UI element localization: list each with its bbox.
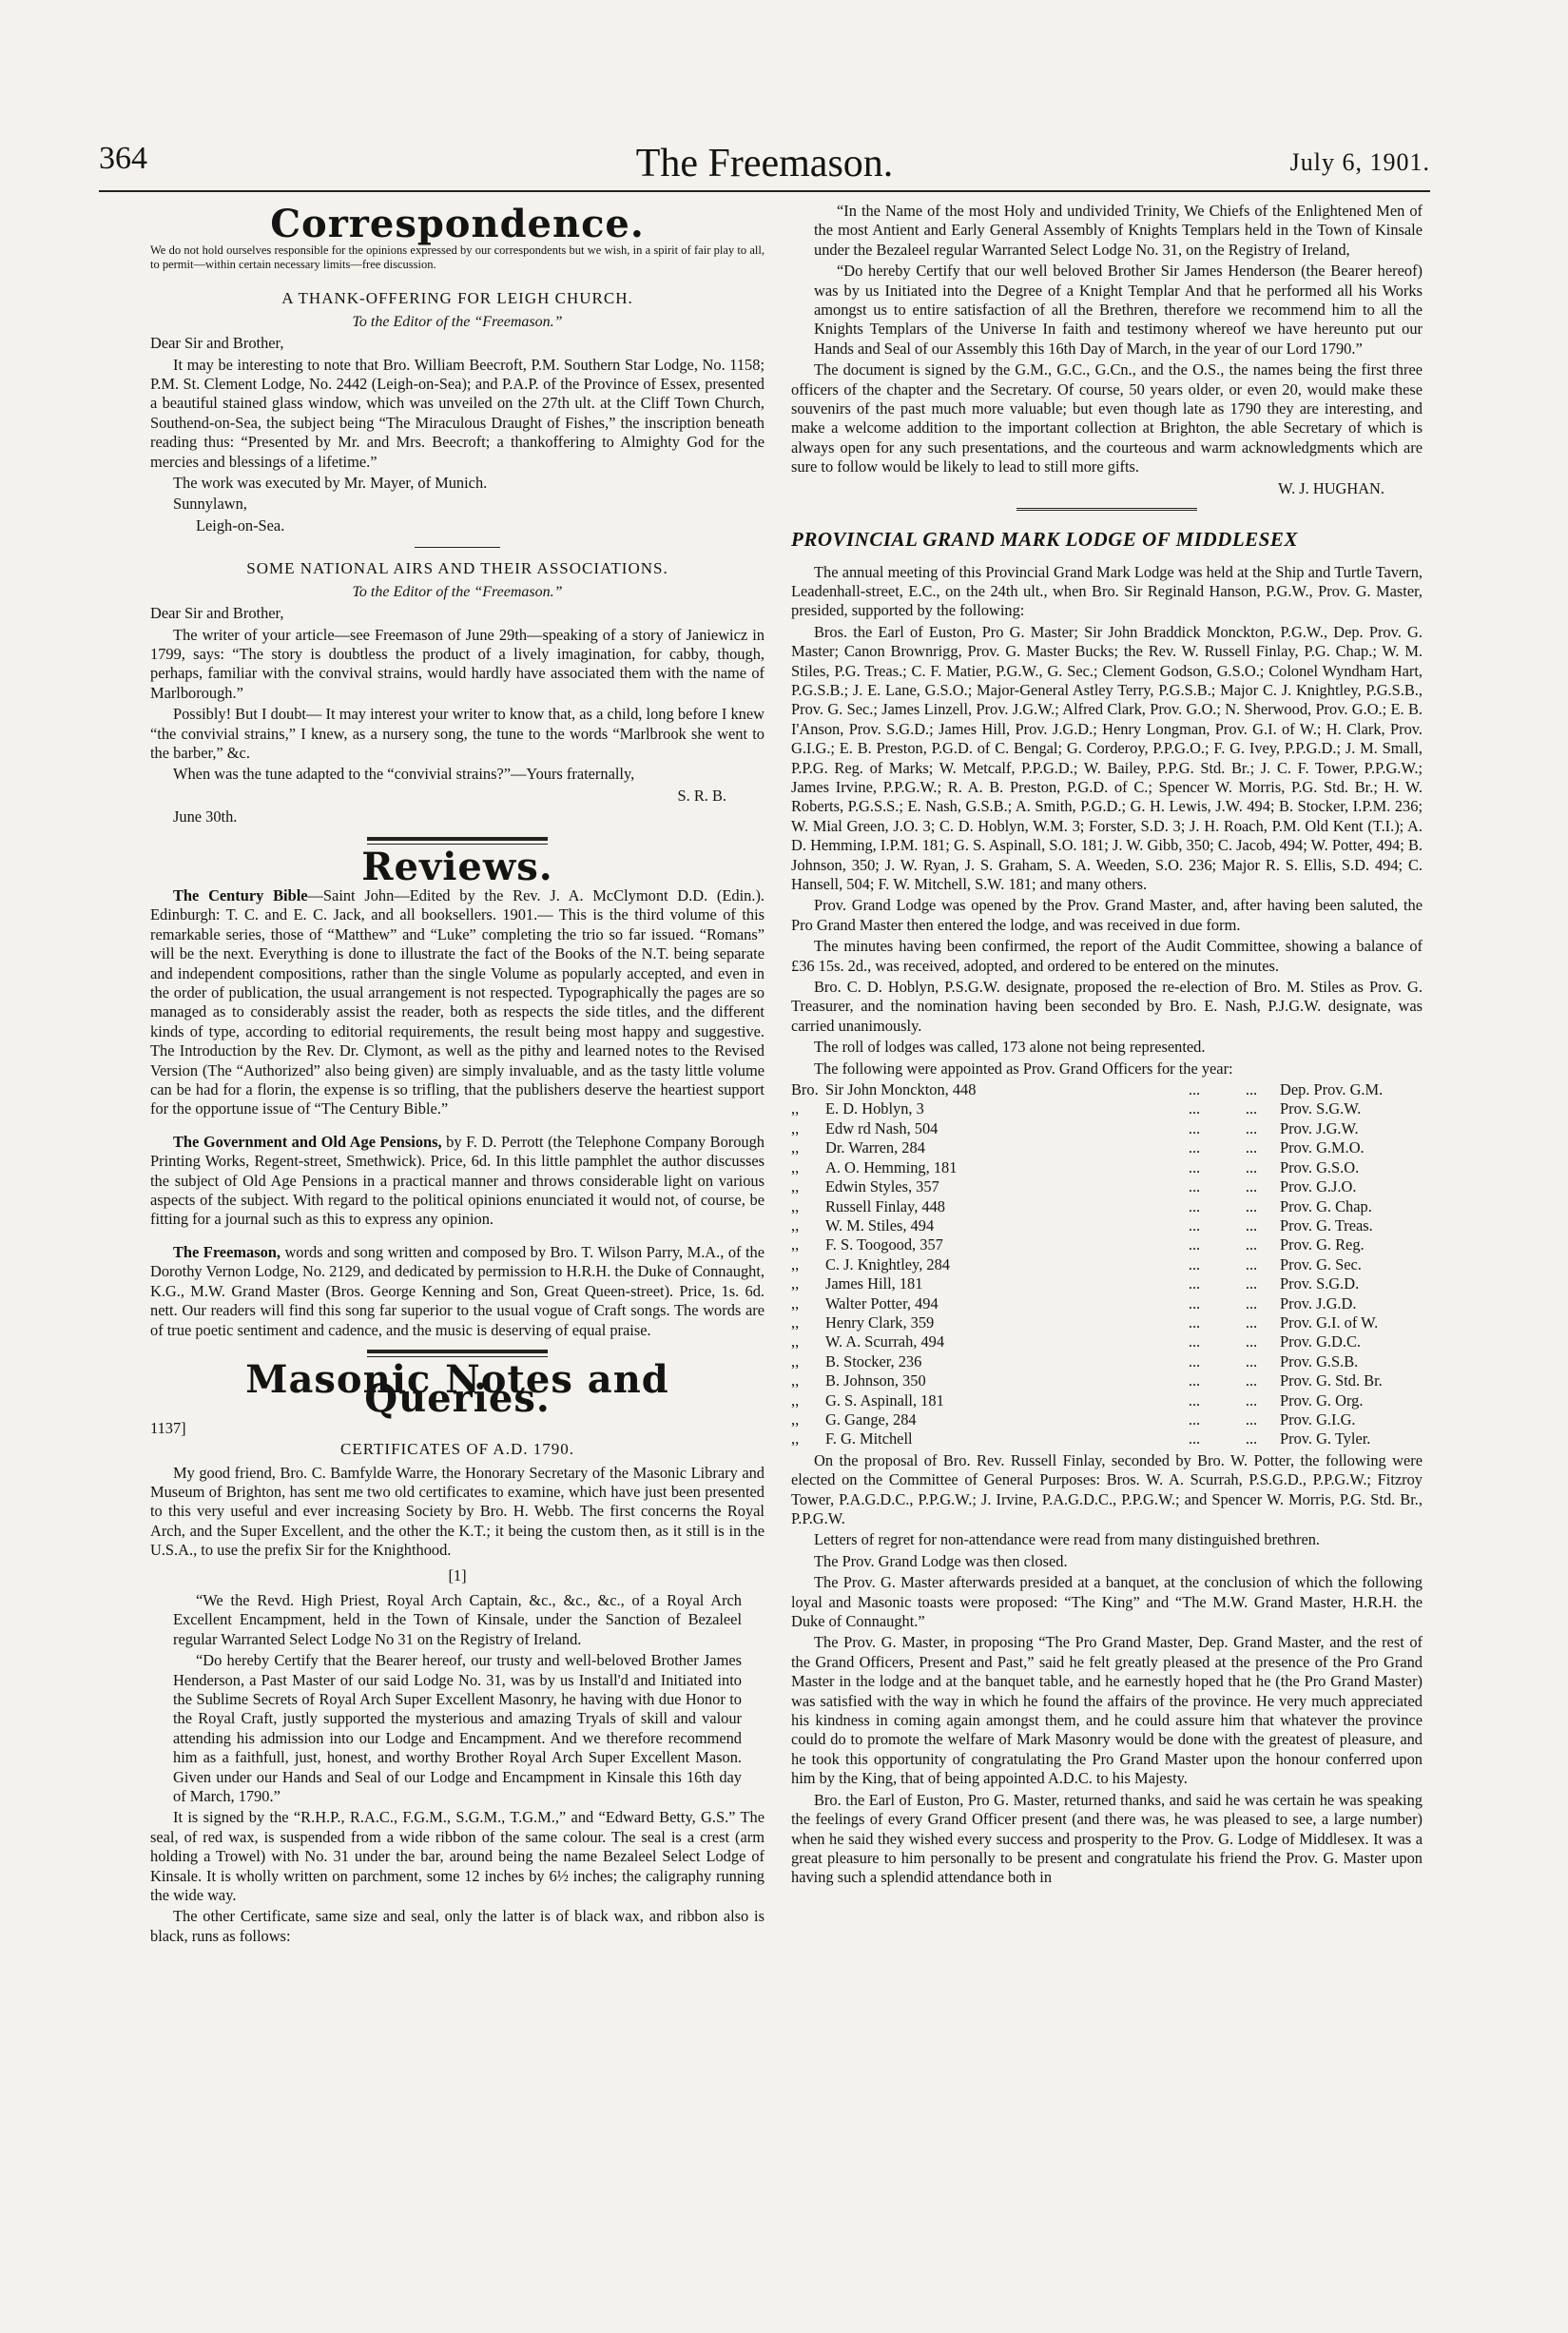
officer-row: [791, 1371, 1423, 1390]
letter1-salutation: Dear Sir and Brother,: [150, 334, 284, 353]
certificate-quote: “Do hereby Certify that the Bearer hereof, our trusty and well-beloved Brother James Henderson, a Past Master of our said Lodge No. 31, was by us Install'd and Initiated into the Sublime Secrets of Royal Arch Super Excellent Masonry, he having with due Honor to the Royal Craft, justly supported the mysterious and amazing Tryals of skill and valour attending his admission into our Lodge and Encampment. And we therefore recommend him as a faithfull, just, honest, and worthy Brother Royal Arch Super Excellent Mason. Given under our Hands and Seal of our Lodge and Encampment in Kinsale this 16th day of March, 1790.”: [173, 1651, 742, 1806]
officer-d1: ...: [1188, 1371, 1201, 1390]
officer-office: Prov. J.G.W.: [1280, 1118, 1359, 1137]
officer-office: Prov. G. Tyler.: [1280, 1429, 1371, 1448]
left-column: [150, 202, 765, 1948]
officer-row: [791, 1391, 1423, 1410]
certificate-quote: “Do hereby Certify that our well beloved Brother Sir James Henderson (the Bearer hereof) was by us Initiated into the Degree of a Knight Templar And that he performed all his Works amongst us to entire satisfaction of all the Brethren, therefore we recommend him to all the Knights Templars of the Universe In faith and testimony whereof we have hereunto put our Hands and Seal of our Assembly this 16th Day of March, in the year of our Lord 1790.”: [814, 262, 1423, 358]
pgml-paragraph: Letters of regret for non-attendance were read from many distinguished brethren.: [814, 1530, 1321, 1549]
officer-d2: ...: [1245, 1215, 1258, 1235]
officer-office: Prov. G. Org.: [1280, 1390, 1364, 1410]
officer-pre: ,,: [791, 1196, 800, 1215]
officer-row: [791, 1255, 1423, 1274]
review-text: —Saint John—Edited by the Rev. J. A. McClymont D.D. (Edin.). Edinburgh: T. C. and E. C. Jack, and all booksellers. 1901.— This is the third volume of this remarkable series, those of “Matthew” and “Luke” completing the trio so far issued. “Romans” will be the next. Everything is done to illustrate the fact of the Books of the N.T. being separate and independent compositions, rather than the single Volume as popularly accepted, and even in the order of publication, the usual arrangement is not respected. Typographically the pages are so managed as to considerably assist the reader, both as respects the side titles, and the different kinds of type, according to editorial requirements, the result being most happy and suggestive. The Introduction by the Rev. Dr. Clymont, as well as the pithy and learned notes to the Revised Version (The “Authorized” also being given) are simply invaluable, and as the tasty little volume can be had for a florin, the expense is so trifling, that the publishers deserve the heartiest support for the opportune issue of “The Century Bible.”: [150, 885, 765, 1118]
letter1-to-editor: To the Editor of the “Freemason.”: [352, 313, 563, 330]
officer-pre: ,,: [791, 1351, 800, 1371]
officer-name: B. Johnson, 350: [825, 1371, 926, 1390]
review-text: by F. D. Perrott (the Telephone Company Borough Printing Works, Regent-street, Smethwick). Price, 6d. In this little pamphlet the author discusses the subject of Old Age Pensions in a practical manner and throws considerable light on various aspects of the subject. With regard to the political opinions enunciated it would not, of course, be fitting for a journal such as this to express any opinion.: [150, 1132, 765, 1229]
officer-office: Prov. S.G.D.: [1280, 1274, 1360, 1293]
officer-pre: ,,: [791, 1429, 800, 1448]
review-title: The Freemason,: [173, 1242, 281, 1261]
officer-name: E. D. Hoblyn, 3: [825, 1099, 924, 1118]
officer-d1: ...: [1188, 1312, 1201, 1332]
officer-d1: ...: [1188, 1138, 1201, 1157]
notes-title: CERTIFICATES OF A.D. 1790.: [339, 1440, 574, 1459]
officer-office: Prov. G. Treas.: [1280, 1215, 1373, 1235]
officer-d1: ...: [1188, 1293, 1201, 1312]
officer-d2: ...: [1245, 1080, 1258, 1099]
officer-pre: ,,: [791, 1235, 800, 1254]
officer-d2: ...: [1245, 1196, 1258, 1215]
officer-d2: ...: [1245, 1312, 1258, 1332]
certificate-mark: [1]: [448, 1565, 467, 1584]
page-header: [99, 141, 1430, 186]
officer-office: Prov. G.I.G.: [1280, 1410, 1356, 1429]
officer-row: [791, 1158, 1423, 1177]
officer-pre: ,,: [791, 1254, 800, 1273]
officer-d2: ...: [1245, 1429, 1258, 1448]
pgml-paragraph: The Prov. Grand Lodge was then closed.: [814, 1551, 1068, 1570]
officer-office: Prov. G.J.O.: [1280, 1177, 1357, 1196]
officer-name: G. S. Aspinall, 181: [825, 1390, 944, 1410]
pgml-paragraph: The roll of lodges was called, 173 alone not being represented.: [814, 1038, 1206, 1057]
officer-office: Prov. G.I. of W.: [1280, 1312, 1379, 1332]
section-divider: [367, 1350, 548, 1357]
officer-row: [791, 1138, 1423, 1157]
officer-pre: ,,: [791, 1177, 800, 1196]
correspondence-disclaimer: We do not hold ourselves responsible for the opinions expressed by our correspondents but we wish, in a spirit of fair play to all, to permit—within certain necessary limits—free discussion.: [150, 243, 765, 272]
pgml-attendees: Bros. the Earl of Euston, Pro G. Master; Sir John Braddick Monckton, P.G.W., Dep. Prov. G. Master; Canon Brownrigg, Prov. G. Master Bucks; the Rev. W. Russell Finlay, P.G. Chap.; W. M. Stiles, P.G. Treas.; C. F. Matier, P.G.W., G. Sec.; Clement Godson, G.S.O.; Colonel Wyndham Hart, P.G.S.B.; J. E. Lane, G.S.O.; Major-General Astley Terry, P.G.S.B.; Major C. J. Knightley, P.G.S.B., Prov. G. Sec.; James Linzell, Prov. J.G.W.; Alfred Clark, Prov. G.O.; N. Sherwood, Prov. G.O.; E. B. I'Anson, Prov. S.G.D.; James Hill, Prov. J.G.D.; Henry Longman, Prov. G.I. of W.; H. Clark, Prov. G.I.G.; E. B. Preston, P.G.D. of C. Bengal; G. Corderoy, P.P.G.O.; F. G. Ivey, P.P.G.D.; J. M. Small, P.P.G. Reg. of Marks; W. Metcalf, P.P.G.D.; W. Bailey, P.P.G. Std. Br.; J. C. F. Tower, P.P.G.W.; James Irvine, P.P.G.W.; R. A. B. Preston, P.G.D. of C.; Spencer W. Morris, P.G. Std. Br.; H. W. Roberts, P.G.S.S.; E. Nash, G.S.B.; A. Smith, P.G.D.; G. H. Lewis, J.W. 494; B. Stocker, I.P.M. 236; W. Mial Green, J.O. 3; C. D. Hoblyn, W.M. 3; Forster, S.D. 3; J. H. Roach, P.M. Old Kent (T.I.); A. D. Hemming, I.P.M. 181; G. S. Aspinall, S.O. 181; J. W. Gibb, 350; C. Jacob, 494; W. Potter, 494; B. Johnson, 350; J. W. Ryan, J. S. Graham, S. A. Weeden, S.O. 236; Major R. S. Ellis, S.D. 494; C. Hansell, 504; F. W. Mitchell, S.W. 181; and many others.: [791, 622, 1423, 893]
officer-name: B. Stocker, 236: [825, 1351, 922, 1371]
officer-row: [791, 1197, 1423, 1216]
letter2-signature: S. R. B.: [677, 786, 726, 805]
officer-d2: ...: [1245, 1118, 1258, 1137]
pgml-paragraph: The following were appointed as Prov. Grand Officers for the year:: [814, 1059, 1233, 1078]
correspondence-heading: Correspondence.: [270, 202, 645, 246]
publication-title: The Freemason.: [635, 142, 894, 185]
section-divider: [1016, 508, 1197, 513]
officer-office: Prov. G.D.C.: [1280, 1332, 1361, 1351]
spacer: [150, 1121, 765, 1133]
officer-pre: ,,: [791, 1215, 800, 1235]
officer-d2: ...: [1245, 1410, 1258, 1429]
officer-office: Prov. G. Sec.: [1280, 1254, 1362, 1273]
officer-d1: ...: [1188, 1215, 1201, 1235]
review-item: [150, 1133, 765, 1230]
officer-d1: ...: [1188, 1410, 1201, 1429]
officer-d2: ...: [1245, 1274, 1258, 1293]
officer-name: F. S. Toogood, 357: [825, 1235, 943, 1254]
officer-d2: ...: [1245, 1157, 1258, 1176]
officer-d2: ...: [1245, 1235, 1258, 1254]
pgml-paragraph: The minutes having been confirmed, the report of the Audit Committee, showing a balance of £36 15s. 2d., was received, adopted, and ordered to be entered on the minutes.: [791, 937, 1423, 975]
officers-table: [791, 1080, 1423, 1449]
officer-name: Dr. Warren, 284: [825, 1138, 925, 1157]
officer-pre: ,,: [791, 1332, 800, 1351]
officer-name: F. G. Mitchell: [825, 1429, 913, 1448]
pgml-paragraph: Bro. the Earl of Euston, Pro G. Master, returned thanks, and said he was certain he was speaking the feelings of every Grand Officer present (and there was, he was pleased to see, a large number) when he said they wished every success and prosperity to the Prov. G. Lodge of Middlesex. It was a great pleasure to him personally to be present and congratulate his friend the Prov. G. Master upon having such a splendid attendance both in: [791, 1790, 1423, 1887]
officer-d1: ...: [1188, 1157, 1201, 1176]
officer-pre: ,,: [791, 1390, 800, 1410]
officer-office: Prov. S.G.W.: [1280, 1099, 1362, 1118]
notes-body: The document is signed by the G.M., G.C., G.Cn., and the O.S., the names being the first three officers of the chapter and the Secretary. Of course, 50 years older, or even 20, would make these souvenirs of the past much more valuable; but even though late as 1790 they are interesting, and make a welcome addition to the important collection at Brighton, the able Secretary of which is always open for any such presentations, and the courteous and warm acknowledgments which are sure to follow would be likely to lead to still more gifts.: [791, 360, 1423, 476]
pgml-paragraph: The Prov. G. Master, in proposing “The Pro Grand Master, Dep. Grand Master, and the rest of the Grand Officers, Present and Past,” said he felt greatly pleased at the presence of the Pro Grand Master in the lodge and at the banquet table, and he earnestly hoped that he (the Pro Grand Master) was satisfied with the way in which he found the affairs of the province. He very much appreciated his kindness in coming again amongst them, and he could assure him that whatever the province could do to promote the welfare of Mark Masonry would be done with the greatest of pleasure, and he took this opportunity of congratulating the Pro Grand Master upon the honour conferred upon him by the King, that of being appointed A.D.C. to his Majesty.: [791, 1633, 1423, 1788]
officer-d2: ...: [1245, 1371, 1258, 1390]
letter1-address: Leigh-on-Sea.: [196, 515, 285, 535]
officer-name: A. O. Hemming, 181: [825, 1157, 958, 1176]
reviews-heading: Reviews.: [361, 844, 553, 889]
officer-pre: ,,: [791, 1371, 800, 1390]
officer-row: [791, 1352, 1423, 1371]
officer-row: [791, 1099, 1423, 1118]
divider: [415, 547, 500, 548]
officer-pre: Bro.: [791, 1080, 819, 1099]
officer-d2: ...: [1245, 1293, 1258, 1312]
review-item: [150, 886, 765, 1119]
officer-name: Walter Potter, 494: [825, 1293, 939, 1312]
header-rule: [99, 190, 1430, 192]
review-title: The Century Bible: [173, 885, 308, 904]
officer-d1: ...: [1188, 1118, 1201, 1137]
officer-d2: ...: [1245, 1390, 1258, 1410]
letter1-title: A THANK-OFFERING FOR LEIGH CHURCH.: [281, 289, 633, 308]
officer-name: Edw rd Nash, 504: [825, 1118, 939, 1137]
officer-row: [791, 1429, 1423, 1448]
spacer: [150, 1232, 765, 1243]
notes-queries-heading: Masonic Notes and Queries.: [245, 1356, 669, 1422]
officer-name: C. J. Knightley, 284: [825, 1254, 950, 1273]
officer-d1: ...: [1188, 1080, 1201, 1099]
notes-body: My good friend, Bro. C. Bamfylde Warre, the Honorary Secretary of the Masonic Library and Museum of Brighton, has sent me two old certificates to examine, which have just been presented to this very useful and ever increasing Society by Bro. H. Webb. The first concerns the Royal Arch, and the Super Excellent, and the other the K.T.; it being the custom then, as it still is in the U.S.A., to use the prefix Sir for the Knighthood.: [150, 1463, 765, 1560]
officer-row: [791, 1274, 1423, 1293]
officer-pre: ,,: [791, 1118, 800, 1137]
officer-d1: ...: [1188, 1099, 1201, 1118]
letter2-body: Possibly! But I doubt— It may interest your writer to know that, as a child, long before I knew “the convivial strains,” I knew, as a nursery song, the tune to the words “Marlbrook she went to the barber,” &c.: [150, 705, 765, 762]
review-title: The Government and Old Age Pensions,: [173, 1132, 442, 1151]
officer-d2: ...: [1245, 1351, 1258, 1371]
pgml-paragraph: Bro. C. D. Hoblyn, P.S.G.W. designate, proposed the re-election of Bro. M. Stiles as Prov. G. Treasurer, and the nomination having been seconded by Bro. E. Nash, P.J.G.W. designate, was carried unanimously.: [791, 978, 1423, 1035]
letter2-to-editor: To the Editor of the “Freemason.”: [352, 583, 563, 600]
officer-pre: ,,: [791, 1138, 800, 1157]
right-column: [791, 202, 1423, 1890]
officer-row: [791, 1410, 1423, 1429]
letter2-salutation: Dear Sir and Brother,: [150, 604, 284, 623]
notes-body: The other Certificate, same size and seal, only the latter is of black wax, and ribbon also is black, runs as follows:: [150, 1907, 765, 1945]
officer-name: Russell Finlay, 448: [825, 1196, 945, 1215]
officer-pre: ,,: [791, 1410, 800, 1429]
officer-d1: ...: [1188, 1274, 1201, 1293]
review-item: [150, 1243, 765, 1340]
officer-office: Prov. G. Reg.: [1280, 1235, 1365, 1254]
officer-pre: ,,: [791, 1099, 800, 1118]
officer-office: Prov. G.M.O.: [1280, 1138, 1365, 1157]
officer-row: [791, 1235, 1423, 1254]
officer-office: Prov. G. Std. Br.: [1280, 1371, 1383, 1390]
officer-pre: ,,: [791, 1157, 800, 1176]
officer-d2: ...: [1245, 1138, 1258, 1157]
notes-signature: W. J. HUGHAN.: [1278, 478, 1384, 497]
letter2-title: SOME NATIONAL AIRS AND THEIR ASSOCIATIONS.: [246, 559, 668, 578]
officer-office: Dep. Prov. G.M.: [1280, 1080, 1384, 1099]
officer-d1: ...: [1188, 1254, 1201, 1273]
officer-office: Prov. G. Chap.: [1280, 1196, 1372, 1215]
certificate-quote: “We the Revd. High Priest, Royal Arch Captain, &c., &c., &c., of a Royal Arch Excellent Encampment, held in the Town of Kinsale, under the Sanction of Bezaleel regular Warranted Select Lodge No 31 on the Registry of Ireland.: [173, 1590, 742, 1648]
letter1-body: It may be interesting to note that Bro. William Beecroft, P.M. Southern Star Lodge, No. 1158; P.M. St. Clement Lodge, No. 2442 (Leigh-on-Sea); and P.A.P. of the Province of Essex, presented a beautiful stained glass window, which was unveiled on the 27th ult. at the Cliff Town Church, Southend-on-Sea, the subject being “The Miraculous Draught of Fishes,” the inscription beneath reading thus: “Presented by Mr. and Mrs. Beecroft; a thankoffering to Almighty God for the mercies and blessings of a lifetime.”: [150, 355, 765, 471]
officer-d1: ...: [1188, 1196, 1201, 1215]
officer-pre: ,,: [791, 1274, 800, 1293]
officer-name: G. Gange, 284: [825, 1410, 917, 1429]
officer-row: [791, 1332, 1423, 1351]
officer-row: [791, 1294, 1423, 1313]
officer-name: Sir John Monckton, 448: [825, 1080, 977, 1099]
officer-d1: ...: [1188, 1235, 1201, 1254]
officer-pre: ,,: [791, 1293, 800, 1312]
officer-d2: ...: [1245, 1177, 1258, 1196]
officer-row: [791, 1080, 1423, 1099]
officer-office: Prov. J.G.D.: [1280, 1293, 1357, 1312]
officer-d1: ...: [1188, 1390, 1201, 1410]
page-number: 364: [99, 141, 147, 176]
officer-d2: ...: [1245, 1254, 1258, 1273]
officer-pre: ,,: [791, 1312, 800, 1332]
issue-date: July 6, 1901.: [1289, 148, 1430, 176]
officer-row: [791, 1177, 1423, 1196]
pgml-heading: PROVINCIAL GRAND MARK LODGE OF MIDDLESEX: [791, 528, 1298, 552]
officer-name: W. A. Scurrah, 494: [825, 1332, 945, 1351]
officer-name: W. M. Stiles, 494: [825, 1215, 935, 1235]
officer-office: Prov. G.S.O.: [1280, 1157, 1360, 1176]
letter2-body: The writer of your article—see Freemason of June 29th—speaking of a story of Janiewicz in 1799, says: “The story is doubtless the product of a lively imagination, for cabby, though, perhaps, familiar with the convival strains, would hardly have associated them with the name of Marlborough.”: [150, 625, 765, 702]
officer-name: Edwin Styles, 357: [825, 1177, 939, 1196]
notes-body: It is signed by the “R.H.P., R.A.C., F.G.M., S.G.M., T.G.M.,” and “Edward Betty, G.S.” The seal, of red wax, is suspended from a wide ribbon of the same colour. The seal is a crest (arm holding a Trowel) with No. 31 under the bar, around being the name Bezaleel Select Lodge of Kinsale. It is wholly written on parchment, some 12 inches by 6½ inches; the caligraphy running the wide way.: [150, 1808, 765, 1905]
letter2-body: When was the tune adapted to the “convivial strains?”—Yours fraternally,: [173, 765, 635, 784]
officer-d2: ...: [1245, 1099, 1258, 1118]
officer-office: Prov. G.S.B.: [1280, 1351, 1359, 1371]
review-text: words and song written and composed by Bro. T. Wilson Parry, M.A., of the Dorothy Vernon Lodge, No. 2129, and dedicated by permission to H.R.H. the Duke of Connaught, K.G., M.W. Grand Master (Bros. George Kenning and Son, Great Queen-street). Price, 1s. 6d. nett. Our readers will find this song far superior to the usual vogue of Craft songs. The words are of true poetic sentiment and cadence, and the music is deserving of equal praise.: [150, 1242, 765, 1339]
pgml-paragraph: On the proposal of Bro. Rev. Russell Finlay, seconded by Bro. W. Potter, the following were elected on the Committee of General Purposes: Bros. W. A. Scurrah, P.S.G.D., P.P.G.W.; Fitzroy Tower, P.A.G.D.C., P.P.G.W.; J. Irvine, P.A.G.D.C., P.P.G.W.; and Spencer W. Morris, P.G. Std. Br., P.P.G.W.: [791, 1450, 1423, 1527]
officer-d1: ...: [1188, 1177, 1201, 1196]
pgml-paragraph: Prov. Grand Lodge was opened by the Prov. Grand Master, and, after having been saluted, the Pro Grand Master then entered the lodge, and was received in due form.: [791, 896, 1423, 934]
officer-name: James Hill, 181: [825, 1274, 923, 1293]
certificate-quote: “In the Name of the most Holy and undivided Trinity, We Chiefs of the Enlightened Men of the most Antient and Early General Assembly of Knights Templars held in the Town of Kinsale under the Bezaleel regular Warranted Select Lodge No. 31, on the Registry of Ireland,: [814, 202, 1423, 259]
section-divider: [367, 837, 548, 845]
officer-d2: ...: [1245, 1332, 1258, 1351]
letter2-date: June 30th.: [173, 807, 238, 826]
officer-name: Henry Clark, 359: [825, 1312, 935, 1332]
notes-number: 1137]: [150, 1418, 186, 1437]
letter1-body: The work was executed by Mr. Mayer, of Munich.: [173, 474, 488, 493]
pgml-paragraph: The annual meeting of this Provincial Grand Mark Lodge was held at the Ship and Turtle Tavern, Leadenhall-street, E.C., on the 24th ult., when Bro. Sir Reginald Hanson, P.G.W., Prov. G. Master, presided, supported by the following:: [791, 562, 1423, 620]
officer-d1: ...: [1188, 1429, 1201, 1448]
officer-d1: ...: [1188, 1351, 1201, 1371]
officer-row: [791, 1216, 1423, 1235]
pgml-paragraph: The Prov. G. Master afterwards presided at a banquet, at the conclusion of which the following loyal and Masonic toasts were proposed: “The King” and “The M.W. Grand Master, H.R.H. the Duke of Connaught.”: [791, 1573, 1423, 1631]
officer-row: [791, 1313, 1423, 1332]
officer-row: [791, 1119, 1423, 1138]
officer-d1: ...: [1188, 1332, 1201, 1351]
letter1-address: Sunnylawn,: [173, 495, 247, 514]
